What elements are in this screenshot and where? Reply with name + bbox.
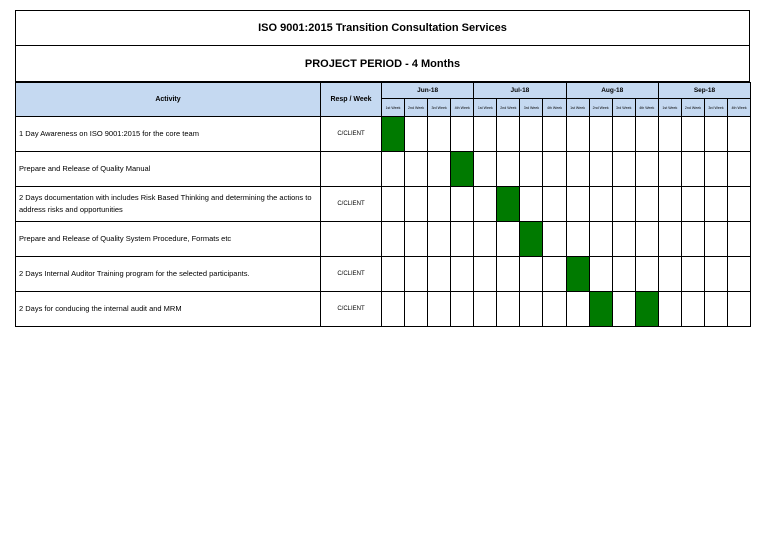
week-cell <box>405 117 428 152</box>
week-cell <box>704 152 727 187</box>
activity-cell: 2 Days for conducing the internal audit and MRM <box>16 292 321 327</box>
resp-week-header: Resp / Week <box>321 83 382 117</box>
week-cell <box>589 187 612 222</box>
resp-cell <box>321 222 382 257</box>
resp-cell <box>321 152 382 187</box>
week-cell <box>658 152 681 187</box>
week-cell <box>520 187 543 222</box>
week-cell <box>612 187 635 222</box>
resp-cell: C/CLIENT <box>321 292 382 327</box>
week-header: 1st Week <box>658 99 681 117</box>
scheduled-week-cell <box>497 187 520 222</box>
week-header: 4th Week <box>728 99 751 117</box>
week-cell <box>704 117 727 152</box>
resp-cell: C/CLIENT <box>321 117 382 152</box>
month-header: Aug-18 <box>566 83 658 99</box>
week-cell <box>520 117 543 152</box>
activity-cell: 2 Days Internal Auditor Training program for the selected participants. <box>16 257 321 292</box>
week-cell <box>566 187 589 222</box>
week-cell <box>451 187 474 222</box>
week-cell <box>566 222 589 257</box>
week-cell <box>382 222 405 257</box>
week-cell <box>382 257 405 292</box>
week-cell <box>704 222 727 257</box>
week-cell <box>543 187 566 222</box>
week-cell <box>635 152 658 187</box>
week-cell <box>543 117 566 152</box>
week-cell <box>728 187 751 222</box>
week-cell <box>497 257 520 292</box>
week-cell <box>728 222 751 257</box>
week-cell <box>405 292 428 327</box>
week-cell <box>520 292 543 327</box>
scheduled-week-cell <box>451 152 474 187</box>
week-cell <box>658 257 681 292</box>
week-header: 2nd Week <box>589 99 612 117</box>
week-cell <box>612 257 635 292</box>
week-cell <box>497 222 520 257</box>
week-header: 4th Week <box>451 99 474 117</box>
activity-cell: Prepare and Release of Quality Manual <box>16 152 321 187</box>
week-cell <box>658 292 681 327</box>
week-cell <box>543 292 566 327</box>
week-cell <box>474 222 497 257</box>
week-cell <box>497 292 520 327</box>
document-title: ISO 9001:2015 Transition Consultation Services <box>15 10 750 46</box>
gantt-table <box>15 82 751 327</box>
week-cell <box>497 152 520 187</box>
week-cell <box>704 257 727 292</box>
week-header: 2nd Week <box>681 99 704 117</box>
week-cell <box>589 257 612 292</box>
scheduled-week-cell <box>589 292 612 327</box>
week-cell <box>405 187 428 222</box>
week-cell <box>382 152 405 187</box>
week-cell <box>520 257 543 292</box>
week-cell <box>497 117 520 152</box>
week-cell <box>474 292 497 327</box>
week-cell <box>681 292 704 327</box>
resp-cell: C/CLIENT <box>321 257 382 292</box>
week-cell <box>543 222 566 257</box>
week-cell <box>451 222 474 257</box>
week-header: 3rd Week <box>520 99 543 117</box>
week-cell <box>728 292 751 327</box>
table-row <box>16 117 751 152</box>
month-header: Sep-18 <box>658 83 750 99</box>
week-cell <box>566 117 589 152</box>
scheduled-week-cell <box>566 257 589 292</box>
week-cell <box>635 117 658 152</box>
week-cell <box>612 222 635 257</box>
week-cell <box>589 117 612 152</box>
week-cell <box>635 187 658 222</box>
week-cell <box>566 292 589 327</box>
week-header: 1st Week <box>566 99 589 117</box>
week-cell <box>474 152 497 187</box>
week-cell <box>543 152 566 187</box>
week-cell <box>405 152 428 187</box>
week-cell <box>681 257 704 292</box>
week-cell <box>566 152 589 187</box>
gantt-sheet <box>15 10 750 327</box>
week-cell <box>681 152 704 187</box>
activity-header: Activity <box>16 83 321 117</box>
activity-cell: Prepare and Release of Quality System Procedure, Formats etc <box>16 222 321 257</box>
week-cell <box>451 257 474 292</box>
activity-cell: 2 Days documentation with includes Risk Based Thinking and determining the actions to address risks and opportunities <box>16 187 321 222</box>
week-header: 2nd Week <box>497 99 520 117</box>
week-cell <box>451 292 474 327</box>
week-cell <box>405 257 428 292</box>
activity-cell: 1 Day Awareness on ISO 9001:2015 for the core team <box>16 117 321 152</box>
week-cell <box>612 117 635 152</box>
week-cell <box>428 222 451 257</box>
week-header: 1st Week <box>382 99 405 117</box>
resp-cell: C/CLIENT <box>321 187 382 222</box>
week-header: 3rd Week <box>612 99 635 117</box>
week-cell <box>681 222 704 257</box>
week-cell <box>589 222 612 257</box>
table-row <box>16 222 751 257</box>
week-cell <box>728 257 751 292</box>
week-cell <box>704 187 727 222</box>
table-row <box>16 187 751 222</box>
week-cell <box>543 257 566 292</box>
week-cell <box>428 187 451 222</box>
week-cell <box>658 187 681 222</box>
scheduled-week-cell <box>382 117 405 152</box>
week-cell <box>589 152 612 187</box>
table-row <box>16 292 751 327</box>
scheduled-week-cell <box>520 222 543 257</box>
week-cell <box>520 152 543 187</box>
week-cell <box>728 152 751 187</box>
week-cell <box>704 292 727 327</box>
week-cell <box>612 152 635 187</box>
week-header: 4th Week <box>635 99 658 117</box>
project-period: PROJECT PERIOD - 4 Months <box>15 46 750 82</box>
week-cell <box>474 257 497 292</box>
week-cell <box>635 222 658 257</box>
week-cell <box>382 187 405 222</box>
week-header: 1st Week <box>474 99 497 117</box>
month-header: Jun-18 <box>382 83 474 99</box>
week-cell <box>428 117 451 152</box>
week-cell <box>428 257 451 292</box>
table-row <box>16 257 751 292</box>
week-header: 3rd Week <box>704 99 727 117</box>
week-cell <box>635 257 658 292</box>
week-cell <box>474 117 497 152</box>
week-header: 3rd Week <box>428 99 451 117</box>
week-cell <box>474 187 497 222</box>
week-cell <box>681 117 704 152</box>
table-row <box>16 152 751 187</box>
week-cell <box>658 222 681 257</box>
scheduled-week-cell <box>635 292 658 327</box>
week-header: 2nd Week <box>405 99 428 117</box>
week-cell <box>428 152 451 187</box>
week-cell <box>428 292 451 327</box>
month-header: Jul-18 <box>474 83 566 99</box>
week-cell <box>728 117 751 152</box>
week-cell <box>612 292 635 327</box>
week-cell <box>451 117 474 152</box>
week-cell <box>681 187 704 222</box>
week-cell <box>405 222 428 257</box>
week-cell <box>658 117 681 152</box>
week-cell <box>382 292 405 327</box>
week-header: 4th Week <box>543 99 566 117</box>
